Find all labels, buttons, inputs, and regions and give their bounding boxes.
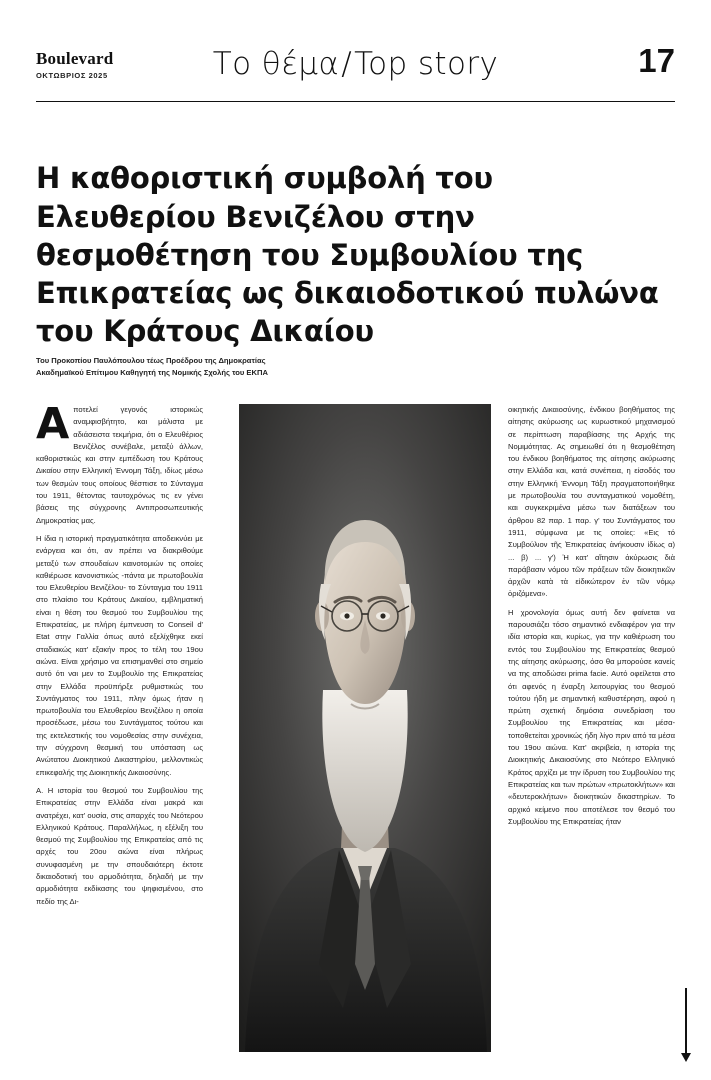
article-body [36,399,675,1058]
page-title: Η καθοριστική συμβολή του Ελευθερίου Βενιζέλου στην θεσμοθέτηση του Συμβουλίου της Επικρατείας ως δικαιοδοτικού πυλώνα του Κράτους Δικαίου [36,161,659,349]
page-header [36,42,675,98]
body-column-3 [508,404,675,1052]
header-divider [36,101,675,102]
masthead-title: Boulevard [36,49,114,68]
body-paragraph: Η χρονολογία όμως αυτή δεν φαίνεται να παρουσιάζει τόσο σημαντικό ενδιαφέρον για την ιδία ιστορία και, κυρίως, για την καθιέρωση του εντός του Συμβουλίου της Επικρατείας θεσμού της αίτησης ακύρωσης, όσο θα μπορούσε κανείς να της αποδώσει prima facie. Αυτό οφείλεται στο ότι αφενός η έναρξη λειτουργίας του θεσμού τούτου ήδη με σημαντική καθυστέρηση, αφού η πρώτη σχετική δημόσια συνεδρίαση του Συμβουλίου της Επικρατείας και μέσα- τοποθετείται χρονικώς ήδη λίγο πριν από τα μέσα του 19ου αιώνα. Κατ' ακριβεία, η ιστορία της Διοικητικής Δικαιοσύνης στο Νεότερο Ελληνικό Κράτος αρχίζει με την ίδρυση του Συμβουλίου της Επικρατείας και των πρώτων «πρωτοκλήτων» και «δευτεροκλήτων» διοικητικών δικαστηρίων. Το αρχικό κείμενο που αποτέλεσε τον θεσμό του Συμβουλίου της Επικρατείας ήταν [508,607,675,826]
body-paragraph-text: ποτελεί γεγονός ιστορικώς αναμφισβήτητο, και μάλιστα με αδιάσειστα τεκμήρια, ότι ο Ελευθέριος Βενιζέλος συνέβαλε, μεταξύ άλλων, καθοριστικώς και στην εμπέδωση του Κράτους Δικαίου στην Ελληνική Έννομη Τάξη, ιδίως μέσω των θεσμών τους οποίους θέσπισε το Σύνταγμα του 1911, θέτοντας ταυτοχρόνως τις εν γένει βάσεις της σύγχρονης Αντιπροσωπευτικής Δημοκρατίας μας. [36,405,203,525]
section-title [36,42,675,82]
continuation-arrow-icon [681,988,691,1062]
byline [36,355,366,379]
drop-cap: Α [36,399,70,449]
body-column-1 [36,399,203,1052]
masthead-issue-date: ΟΚΤΩΒΡΙΟΣ 2025 [36,70,108,80]
byline-line-2: Ακαδημαϊκού Επίτιμου Καθηγητή της Νομικής Σχολής του ΕΚΠΑ [36,367,268,377]
body-paragraph: οικητικής Δικαιοσύνης, ένδικου βοηθήματος της αίτησης ακύρωσης ως κυρωστικού μηχανισμού σε περίπτωση παραβίασης της Αρχής της Νομιμότητας. Ας σημειωθεί ότι η θεσμοθέτηση του ένδικου βοηθήματος της αίτησης ακύρωσης στην Ελλάδα και, κατά συνέπεια, η είσοδός του στην Ελληνική Έννομη Τάξη πραγματοποιήθηκε με πρωτοβουλία του συνταγματικού νομοθέτη, και συγκεκριμένα μέσω των διατάξεων του άρθρου 82 παρ. 1 παρ. γ' του Συντάγματος του 1911, σύμφωνα με τις οποίες: «Εις τό Συμβούλιον τῆς Ἐπικρατείας ἀνήκουσιν ἰδίως α) ... β) ... γ') Ἡ κατ' αἴτησιν ἀκύρωσις διὰ παράβασιν νόμου τῶν πράξεων τῶν διοικητικῶν ἀρχῶν κατὰ τὰ εἰδικώτερον ἐν τῶν νόμῳ ὁριζόμενα». [508,405,675,599]
article-photo [239,404,491,1052]
byline-line-1: Του Προκοπίου Παυλόπουλου τέως Προέδρου της Δημοκρατίας [36,356,266,365]
section-title-separator: / [341,46,353,82]
body-paragraph [36,399,203,527]
section-title-english: Top story [354,46,499,82]
section-title-greek: Το θέμα [212,46,340,82]
page-number: 17 [638,42,675,79]
body-paragraph: Α. Η ιστορία του θεσμού του Συμβουλίου της Επικρατείας στην Ελλάδα είναι μακρά και ανατρέχει, κατ' ουσία, στις απαρχές του Νεότερου Ελληνικού Κράτους. Παραλλήλως, η εξέλιξη του θεσμού της Συμβουλίου της Επικρατείας από τις αρχές του 20ου αιώνα είναι πλήρως συνυφασμένη με την σπουδαιότερη έκτοτε δικαιοδοτική του αρμοδιότητα, δηλαδή με την αρμοδιότητα εκδίκασης του ψηφισμένου, στο πεδίο της Δι- [36,785,203,906]
body-paragraph: Η ίδια η ιστορική πραγματικότητα αποδεικνύει με ενάργεια και ότι, αν πρέπει να διακριθούμε μεταξύ των σπουδαίων καινοτομιών τις οποίες καθιέρωσε κανονιστικώς -πάντα με πρωτοβουλία του Ελευθερίου Βενιζέλου- το Σύνταγμα του 1911 στο πλαίσιο του Κράτους Δικαίου, εμβληματική είναι η θέση του θεσμού του Συμβουλίου της Επικρατείας, με πλήρη έμπνευση το Conseil d' Etat στην Γαλλία όπως αυτό εξελίχθηκε εκεί σταδιακώς κατ' εξακήν προς το τέλη του 19ου αιώνα. Είναι χρήσιμο να επισημανθεί στο σημείο αυτό ότι ναι μεν το Συμβουλίο της Επικρατείας στην Ελλάδα προϋπήρξε ρυθμιστικώς του Συντάγματος του 1911, πλην όμως ήταν η πρωτοβουλία του Ελευθερίου Βενιζέλου η οποία προσέδωσε, μέσω του Συντάγματος τούτου και της εκτελεστικής του νομοθεσίας στην συνέχεια, την σύγχρονη θεσμική του υπόσταση ως Ανώτατου Διοικητικού Δικαστηρίου, μελλοντικώς επικεφαλής της Διοικητικής Δικαιοσύνης. [36,533,203,777]
portrait-venizelos-image [239,404,491,1052]
